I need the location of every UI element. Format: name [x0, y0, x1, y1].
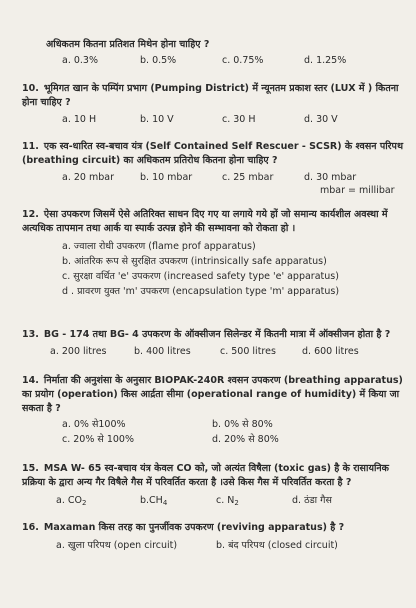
option-a: a. 0% से100%: [62, 419, 126, 430]
question-number: 15.: [22, 463, 39, 474]
question-text: भूमिगत खान के पम्पिंग प्रभाग (Pumping District) में न्यूनतम प्रकाश स्तर (LUX में ) कितना होना चाहिए ?: [22, 83, 399, 108]
option-b: [140, 494, 167, 510]
question-15: [22, 462, 406, 490]
option-a: a. 0.3%: [62, 55, 98, 66]
question-11: [22, 140, 406, 168]
question-16: [22, 521, 406, 535]
option-b-subscript: 4: [162, 499, 168, 507]
option-d: d. 30 V: [304, 114, 338, 125]
option-c: c. सुरक्षा वर्धित 'e' उपकरण (increased safety type 'e' apparatus): [62, 271, 339, 282]
option-b: b. 10 V: [140, 114, 174, 125]
question-14: [22, 374, 406, 416]
option-c: c. 20% से 100%: [62, 434, 134, 445]
option-c: c. 30 H: [222, 114, 256, 125]
option-b: b. 10 mbar: [140, 172, 193, 183]
option-c-subscript: 2: [234, 499, 239, 507]
option-a: a. ज्वाला रोधी उपकरण (flame prof apparatus): [62, 241, 256, 252]
question-text: MSA W- 65 स्व-बचाव यंत्र केवल CO को, जो अत्यंत विषैला (toxic gas) है के रासायनिक प्रक्रिया के द्वारा अन्य गैर विषैले गैस में परिवर्तित करता है ।उसे किस गैस में परिवर्तित करता है ?: [22, 463, 389, 488]
option-b: b. 0% से 80%: [212, 419, 273, 430]
question-13: [22, 328, 406, 342]
unit-note: mbar = millibar: [320, 185, 395, 196]
option-a: a. 200 litres: [50, 346, 107, 357]
question-text: निर्माता की अनुशंसा के अनुसार BIOPAK-240R श्वसन उपकरण (breathing apparatus) का प्रयोग (operation) किस आर्द्रता सीमा (operational range of humidity) में किया जा सकता है ?: [22, 375, 403, 414]
option-c: c. 25 mbar: [222, 172, 274, 183]
option-b: b. 400 litres: [134, 346, 191, 357]
question-prev-stem: [46, 38, 406, 52]
question-text: एक स्व-धारित स्व-बचाव यंत्र (Self Contained Self Rescuer - SCSR) के श्वसन परिपथ (breathing circuit) का अधिकतम प्रतिरोध कितना होना चाहिए ?: [22, 141, 404, 166]
option-c-text: c. N: [216, 495, 235, 506]
option-b: b. आंतरिक रूप से सुरक्षित उपकरण (intrinsically safe apparatus): [62, 256, 327, 267]
question-14-options: [62, 418, 402, 448]
option-d: d. 30 mbar: [304, 172, 357, 183]
option-c: c. 500 litres: [220, 346, 276, 357]
option-d: d. 600 litres: [302, 346, 359, 357]
question-number: 11.: [22, 141, 39, 152]
option-b-text: b.CH: [140, 495, 163, 506]
question-number: 13.: [22, 329, 39, 340]
question-text: ऐसा उपकरण जिसमें ऐसे अतिरिक्त साधन दिए गए या लगाये गये हों जो समान्य कार्यशील अवस्था में अत्यधिक तापमान तथा आर्क या स्पार्क उत्पन्न होने की सम्भावना को रोकता हो ।: [22, 209, 388, 234]
option-c: [216, 494, 239, 510]
option-d: d. 1.25%: [304, 55, 347, 66]
option-d: d. ठंडा गैस: [292, 495, 332, 506]
question-number: 12.: [22, 209, 39, 220]
option-a: [56, 494, 86, 510]
option-a: a. 10 H: [62, 114, 97, 125]
option-a-text: a. CO: [56, 495, 82, 506]
option-a-subscript: 2: [81, 499, 87, 507]
option-c: c. 0.75%: [222, 55, 264, 66]
question-12: [22, 208, 406, 236]
option-a: a. 20 mbar: [62, 172, 114, 183]
question-12-options: [62, 240, 402, 300]
option-b: b. 0.5%: [140, 55, 177, 66]
question-prev-text: अधिकतम कितना प्रतिशत मिथेन होना चाहिए ?: [46, 39, 210, 50]
option-b: b. बंद परिपथ (closed circuit): [216, 540, 338, 551]
question-text: Maxaman किस तरह का पुनर्जीवक उपकरण (reviving apparatus) है ?: [43, 522, 345, 533]
question-text: BG - 174 तथा BG- 4 उपकरण के ऑक्सीजन सिलेन्डर में कितनी मात्रा में ऑक्सीजन होता है ?: [43, 329, 391, 340]
question-number: 16.: [22, 522, 39, 533]
option-d: d. 20% से 80%: [212, 434, 279, 445]
option-d: d . प्रावरण युक्त 'm' उपकरण (encapsulation type 'm' apparatus): [62, 286, 340, 297]
option-a: a. खुला परिपथ (open circuit): [56, 540, 178, 551]
question-number: 10.: [22, 83, 39, 94]
question-10: [22, 82, 406, 110]
question-number: 14.: [22, 375, 39, 386]
